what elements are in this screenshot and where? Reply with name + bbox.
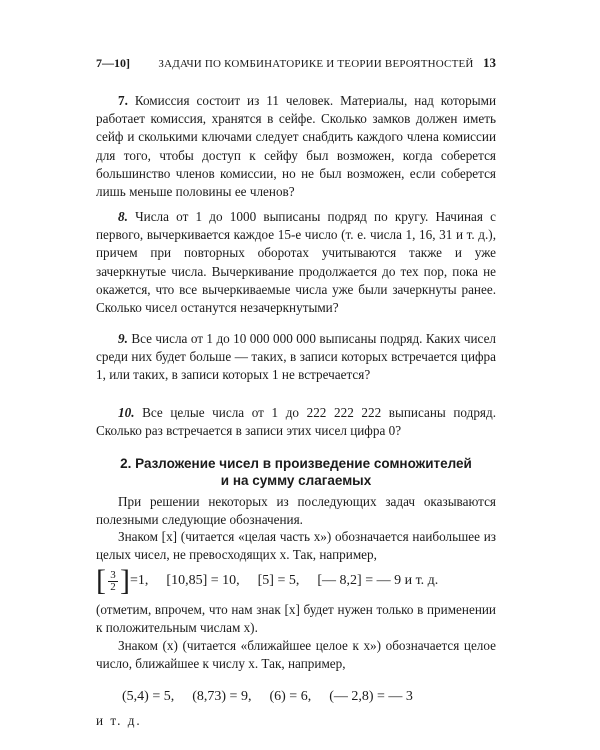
header-section-range: 7—10] [96,56,130,70]
floor-definition: Знаком [x] (читается «целая часть x») обозначается наибольшее из целых чисел, не превосходящих x. Так, например, [96,529,496,562]
floor-fraction-example [96,566,148,596]
fraction-result: =1, [130,573,149,588]
problem-text: Все числа от 1 до 10 000 000 000 выписаны подряд. Каких чисел среди них будет больше — таких, в записи которых встречается цифра 1, или таких, в записи которых 1 не встречается? [96,331,497,383]
right-bracket: ] [120,564,130,597]
floor-note: (отметим, впрочем, что нам знак [x] будет нужен только в применении к положительным числам x). [96,602,496,635]
problem-7 [96,92,496,201]
section-heading [96,455,496,489]
nearest-example: (6) = 6, [269,689,312,704]
problem-8 [96,208,496,317]
section-title-line1: 2. Разложение чисел в произведение сомножителей [120,456,472,471]
page-number: 13 [483,55,496,70]
floor-example: [5] = 5, [257,573,300,588]
problem-number: 10. [118,405,135,420]
problem-text: Числа от 1 до 1000 выписаны подряд по кругу. Начиная с первого, вычеркивается каждое 15-е число (т. е. числа 1, 16, 31 и т. д.), причем при повторных оборотах учитываются также и уже зачеркнутые числа. Вычеркивание продолжается до тех пор, пока не окажется, что все вычеркиваемые числа уже были зачеркнуты ранее. Сколько чисел останутся незачеркнутыми? [96,209,497,316]
floor-example: [10,85] = 10, [166,573,240,588]
fraction-denominator: 2 [110,580,116,593]
etc-line: и т. д. [96,713,142,728]
fraction-numerator: 3 [110,568,116,581]
book-page [96,0,496,750]
left-bracket: [ [96,564,106,597]
problem-number: 7. [118,93,128,108]
problem-text: Все целые числа от 1 до 222 222 222 выписаны подряд. Сколько раз встречается в записи этих чисел цифра 0? [96,405,497,439]
nearest-examples [122,686,496,708]
problem-10 [96,404,496,440]
section-title-line2: и на сумму слагаемых [220,473,372,488]
fraction [108,570,118,593]
problem-text: Комиссия состоит из 11 человек. Материалы, над которыми работает комиссия, хранятся в сейфе. Сколько замков должен иметь сейф и сколькими ключами следует снабдить каждого члена комиссии для того, чтобы доступ к сейфу был возможен, когда соберется большинство членов комиссии, но не был возможен, если соберется лишь меньше половины ее членов? [96,93,496,200]
header-title: ЗАДАЧИ ПО КОМБИНАТОРИКЕ И ТЕОРИИ ВЕРОЯТНОСТЕЙ [158,58,474,70]
nearest-definition: Знаком (x) (читается «ближайшее целое к x») обозначается целое число, ближайшее к числу x. Так, например, [96,638,496,671]
floor-example: [— 8,2] = — 9 и т. д. [317,573,439,588]
nearest-example: (8,73) = 9, [192,689,252,704]
floor-examples [96,563,496,599]
nearest-example: (— 2,8) = — 3 [329,689,413,704]
intro-paragraph: При решении некоторых из последующих задач оказываются полезными следующие обозначения. [96,494,496,527]
problem-number: 9. [118,331,128,346]
problem-9 [96,330,496,385]
nearest-example: (5,4) = 5, [122,689,175,704]
running-header [96,55,496,77]
problem-number: 8. [118,209,128,224]
